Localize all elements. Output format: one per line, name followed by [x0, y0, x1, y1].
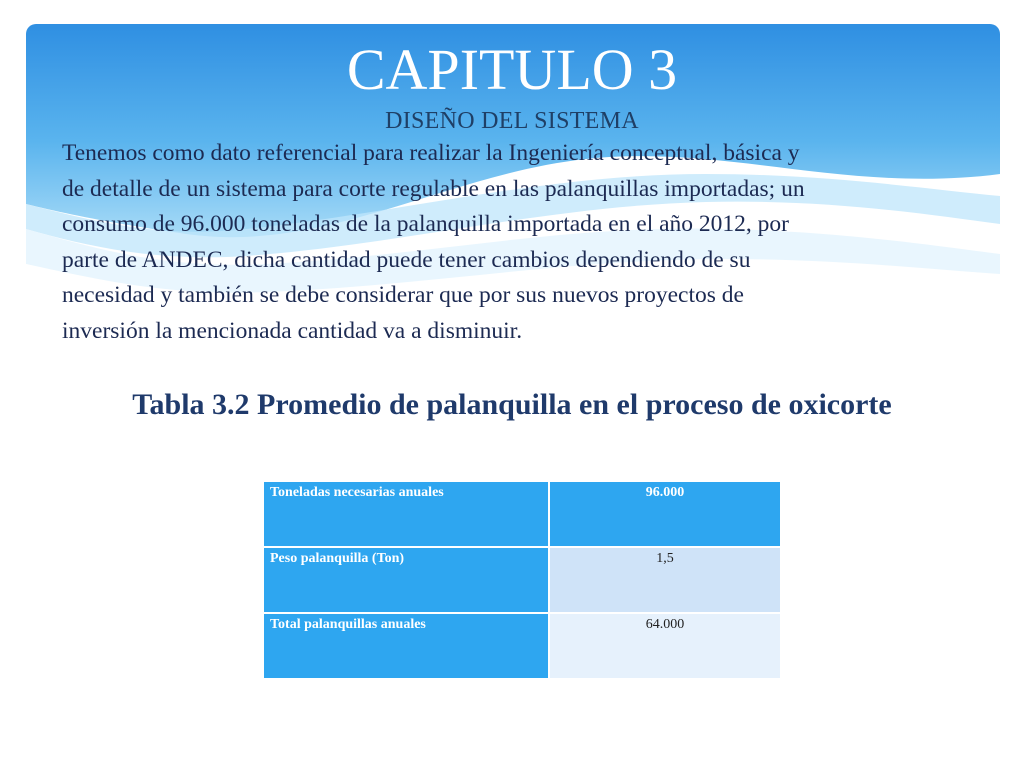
table-cell-label: Peso palanquilla (Ton) [264, 548, 548, 612]
slide-title: CAPITULO 3 [346, 37, 678, 102]
paragraph-line: Tenemos como dato referencial para realizar la Ingeniería conceptual, básica y [62, 140, 800, 166]
data-table [262, 480, 782, 680]
table-row [264, 482, 780, 546]
paragraph-line: de detalle de un sistema para corte regulable en las palanquillas importadas; un [62, 175, 805, 202]
slide-subtitle: DISEÑO DEL SISTEMA [385, 108, 639, 134]
table-cell-value: 1,5 [550, 548, 780, 612]
paragraph-line: necesidad y también se debe considerar que por sus nuevos proyectos de [62, 282, 744, 308]
table-cell-label: Total palanquillas anuales [264, 614, 548, 678]
table-cell-value: 96.000 [550, 482, 780, 546]
paragraph-line: consumo de 96.000 toneladas de la palanquilla importada en el año 2012, por [62, 211, 789, 237]
table-row [264, 614, 780, 678]
table-cell-label: Toneladas necesarias anuales [264, 482, 548, 546]
paragraph-line: inversión la mencionada cantidad va a disminuir. [62, 317, 523, 344]
table-caption: Tabla 3.2 Promedio de palanquilla en el proceso de oxicorte [132, 388, 892, 421]
paragraph-line: parte de ANDEC, dicha cantidad puede tener cambios dependiendo de su [62, 246, 751, 273]
table-row [264, 548, 780, 612]
body-paragraph [62, 136, 962, 349]
table-cell-value: 64.000 [550, 614, 780, 678]
